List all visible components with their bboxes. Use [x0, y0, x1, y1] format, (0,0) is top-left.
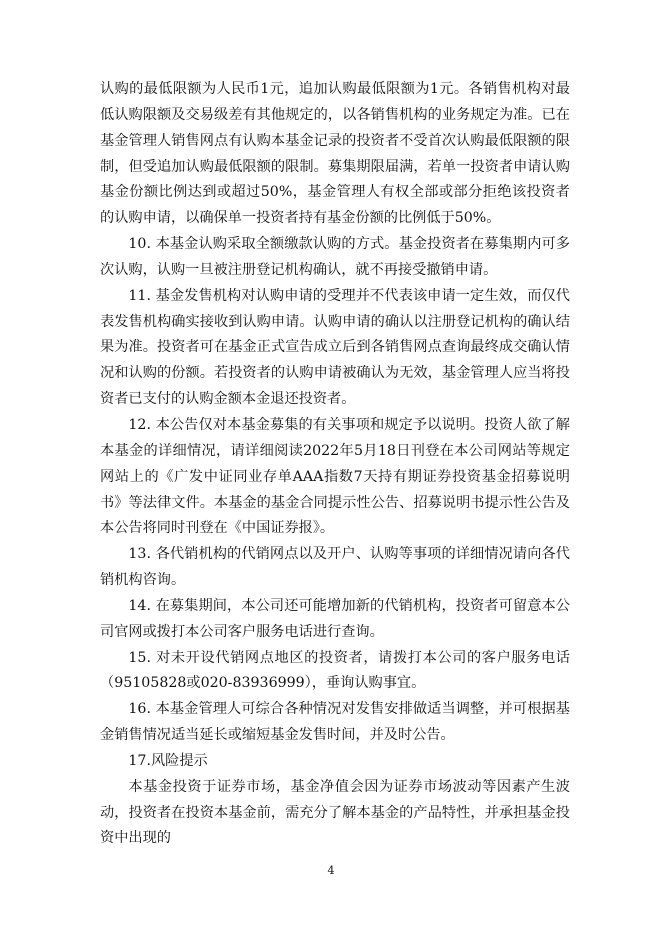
paragraph-item-11: 11. 基金发售机构对认购申请的受理并不代表该申请一定生效，而仅代表发售机构确实接收到认购申请。认购申请的确认以注册登记机构的确认结果为准。投资者可在基金正式宣告成立后到各销售网点查询最终成交确认情况和认购的份额。若投资者的认购申请被确认为无效，基金管理人应当将投资者已支付的认购金额本金退还投资者。: [100, 287, 570, 408]
document-body: [100, 77, 570, 852]
paragraph-continuation: 认购的最低限额为人民币1元，追加认购最低限额为1元。各销售机构对最低认购限额及交易级差有其他规定的，以各销售机构的业务规定为准。已在基金管理人销售网点有认购本基金记录的投资者不受首次认购最低限额的限制，但受追加认购最低限额的限制。募集期限届满，若单一投资者申请认购基金份额比例达到或超过50%，基金管理人有权全部或部分拒绝该投资者的认购申请，以确保单一投资者持有基金份额的比例低于50%。: [100, 81, 570, 227]
page-number: 4: [327, 864, 335, 877]
paragraph-risk-notice: 本基金投资于证券市场，基金净值会因为证券市场波动等因素产生波动，投资者在投资本基金前，需充分了解本基金的产品特性，并承担基金投资中出现的: [100, 778, 570, 847]
paragraph-item-10: 10. 本基金认购采取全额缴款认购的方式。基金投资者在募集期内可多次认购，认购一旦被注册登记机构确认，就不再接受撤销申请。: [100, 236, 570, 278]
paragraph-item-13: 13. 各代销机构的代销网点以及开户、认购等事项的详细情况请向各代销机构咨询。: [100, 546, 570, 589]
section-heading-risk: 17.风险提示: [128, 752, 208, 769]
paragraph-item-14: 14. 在募集期间，本公司还可能增加新的代销机构，投资者可留意本公司官网或拨打本公司客户服务电话进行查询。: [100, 597, 570, 640]
paragraph-item-12: 12. 本公告仅对本基金募集的有关事项和规定予以说明。投资人欲了解本基金的详细情况，请详细阅读2022年5月18日刊登在本公司网站等规定网站上的《广发中证同业存单AAA指数7天持有期证券投资基金招募说明书》等法律文件。本基金的基金合同提示性公告、招募说明书提示性公告及本公告将同时刊登在《中国证券报》。: [100, 416, 570, 537]
paragraph-item-16: 16. 本基金管理人可综合各种情况对发售安排做适当调整，并可根据基金销售情况适当延长或缩短基金发售时间，并及时公告。: [100, 701, 570, 744]
paragraph-item-15: 15. 对未开设代销网点地区的投资者，请拨打本公司的客户服务电话（95105828或020-83936999），垂询认购事宜。: [100, 649, 570, 692]
